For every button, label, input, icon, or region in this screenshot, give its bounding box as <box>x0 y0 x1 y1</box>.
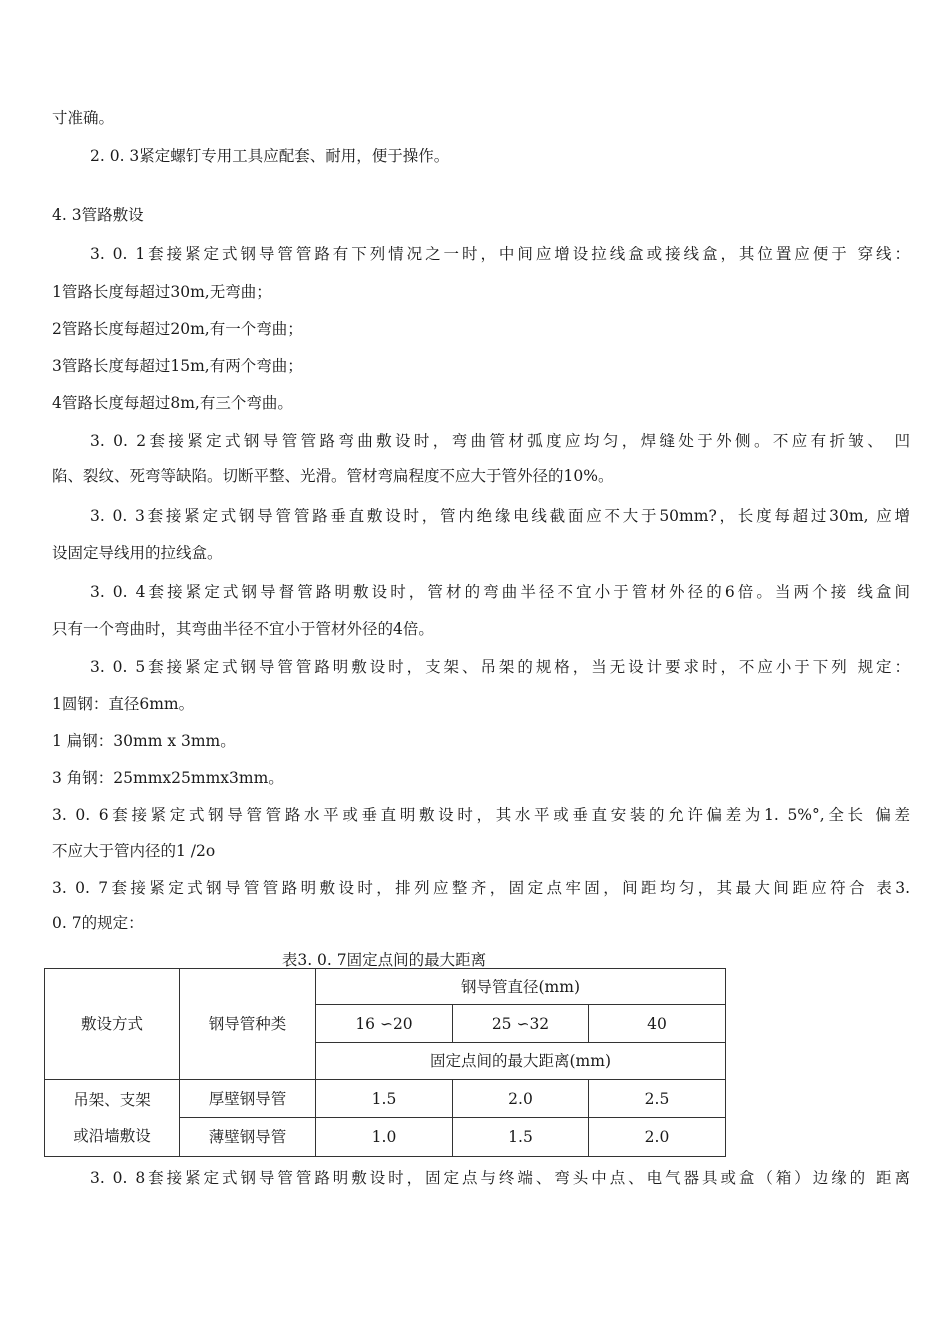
row-value: 1.5 <box>453 1118 589 1157</box>
list-item: 2管路长度每超过20m,有一个弯曲； <box>52 320 303 338</box>
header-distance: 固定点间的最大距离(mm) <box>316 1043 726 1080</box>
header-d1: 16 ∽20 <box>316 1005 453 1043</box>
row-value: 2.5 <box>589 1080 726 1118</box>
paragraph-line: 设固定导线用的拉线盒。 <box>52 544 223 562</box>
header-diameter: 钢导管直径(mm) <box>316 969 726 1005</box>
clause-3-0-4: 3. 0. 4套接紧定式钢导督管路明敷设时，管材的弯曲半径不宜小于管材外径的6倍。当两个接 线盒间 <box>90 583 910 601</box>
table-row <box>45 1080 726 1118</box>
paragraph-line: 陷、裂纹、死弯等缺陷。切断平整、光滑。管材弯扁程度不应大于管外径的10%。 <box>52 467 614 485</box>
list-item: 4管路长度每超过8m,有三个弯曲。 <box>52 394 293 412</box>
paragraph-line: 寸准确。 <box>52 109 115 127</box>
clause-2-0-3: 2. 0. 3紧定螺钉专用工具应配套、耐用，便于操作。 <box>90 147 450 165</box>
list-item: 1管路长度每超过30m,无弯曲； <box>52 283 272 301</box>
row-type: 薄壁钢导管 <box>180 1118 316 1157</box>
header-type: 钢导管种类 <box>180 969 316 1080</box>
group-label <box>45 1080 180 1157</box>
clause-3-0-5: 3. 0. 5套接紧定式钢导管管路明敷设时，支架、吊架的规格，当无设计要求时，不应小于下列 规定： <box>90 658 910 676</box>
clause-3-0-8: 3. 0. 8套接紧定式钢导管管路明敷设时，固定点与终端、弯头中点、电气器具或盒（箱）边缘的 距离 <box>90 1169 910 1187</box>
clause-3-0-6: 3. 0. 6套接紧定式钢导管管路水平或垂直明敷设时，其水平或垂直安装的允许偏差为1. 5%°,全长 偏差 <box>52 806 910 824</box>
paragraph-line: 只有一个弯曲时，其弯曲半径不宜小于管材外径的4倍。 <box>52 620 434 638</box>
row-value: 1.0 <box>316 1118 453 1157</box>
list-item: 1 扁钢：30mm x 3mm。 <box>52 732 236 750</box>
clause-3-0-2: 3. 0. 2套接紧定式钢导管管路弯曲敷设时，弯曲管材弧度应均匀，焊缝处于外侧。不应有折皱、 凹 <box>90 432 910 450</box>
row-value: 1.5 <box>316 1080 453 1118</box>
clause-3-0-1: 3. 0. 1套接紧定式钢导管管路有下列情况之一时，中间应增设拉线盒或接线盒，其位置应便于 穿线： <box>90 245 910 263</box>
table-caption: 表3. 0. 7固定点间的最大距离 <box>281 951 487 969</box>
paragraph-line: 不应大于管内径的1 /2o <box>52 842 216 860</box>
header-d2: 25 ∽32 <box>453 1005 589 1043</box>
header-method: 敷设方式 <box>45 969 180 1080</box>
group-label-line: 吊架、支架 <box>73 1091 151 1109</box>
fixing-distance-table <box>44 968 726 1157</box>
list-item: 1圆钢：直径6mm。 <box>52 695 195 713</box>
group-label-line: 或沿墙敷设 <box>73 1127 151 1145</box>
clause-3-0-7: 3. 0. 7套接紧定式钢导管管路明敷设时，排列应整齐，固定点牢固，间距均匀，其最大间距应符合 表3. <box>52 879 910 897</box>
clause-3-0-3: 3. 0. 3套接紧定式钢导管管路垂直敷设时，管内绝缘电线截面应不大于50mm?，长度每超过30m, 应增 <box>90 507 910 525</box>
header-d3: 40 <box>589 1005 726 1043</box>
row-value: 2.0 <box>453 1080 589 1118</box>
row-type: 厚壁钢导管 <box>180 1080 316 1118</box>
list-item: 3管路长度每超过15m,有两个弯曲； <box>52 357 303 375</box>
section-heading: 4. 3管路敷设 <box>52 206 144 224</box>
row-value: 2.0 <box>589 1118 726 1157</box>
table-header-row <box>45 969 726 1005</box>
list-item: 3 角钢：25mmx25mmx3mm。 <box>52 769 284 787</box>
paragraph-line: 0. 7的规定： <box>52 914 144 932</box>
